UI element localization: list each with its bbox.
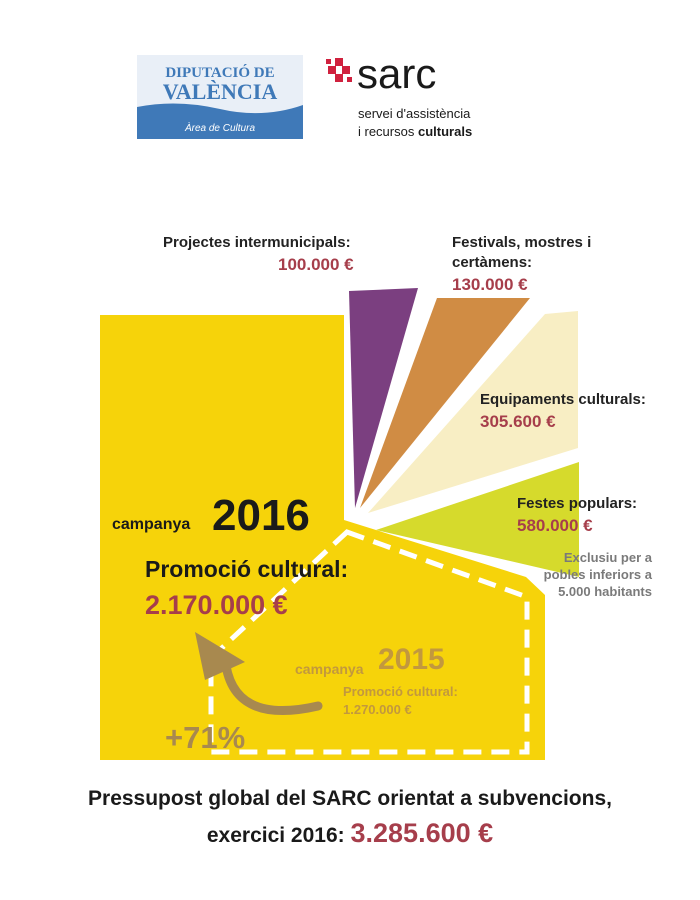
footer-line1: Pressupost global del SARC orientat a subvencions, [88, 787, 612, 810]
label-promocio: Promoció cultural: [145, 556, 349, 582]
campaign-2015-value: 1.270.000 € [343, 702, 412, 717]
diputacio-line1: DIPUTACIÓ DE [165, 65, 275, 81]
footer-line2-prefix: exercici 2016: [206, 824, 345, 847]
note-line3: 5.000 habitants [558, 584, 652, 599]
campaign-2015-prefix: campanya [295, 661, 364, 677]
campaign-2016-year: 2016 [212, 491, 310, 540]
note-line1: Exclusiu per a [563, 550, 652, 565]
diputacio-sub: Àrea de Cultura [184, 123, 256, 134]
value-festes: 580.000 € [517, 516, 593, 535]
label-equipaments: Equipaments culturals: [480, 391, 646, 408]
value-festivals: 130.000 € [452, 275, 528, 294]
campaign-2015-year: 2015 [378, 643, 445, 676]
footer-line2 [0, 818, 700, 849]
campaign-2016-prefix: campanya [112, 516, 191, 533]
sarc-line2-bold: culturals [417, 124, 473, 139]
value-promocio: 2.170.000 € [145, 590, 288, 620]
growth-percentage: +71% [165, 720, 246, 755]
value-equipaments: 305.600 € [480, 412, 556, 431]
note-festes [544, 549, 652, 600]
sarc-name: sarc [357, 50, 437, 97]
value-projectes: 100.000 € [278, 255, 354, 274]
label-festivals-line2: certàmens: [452, 254, 533, 271]
campaign-2015-label: Promoció cultural: [343, 684, 458, 699]
label-projectes: Projectes intermunicipals: [163, 234, 351, 251]
sarc-line1: servei d'assistència [358, 106, 471, 121]
label-festes: Festes populars: [517, 495, 638, 512]
sarc-line2-prefix: i recursos [358, 124, 415, 139]
label-festivals-line1: Festivals, mostres i [452, 234, 592, 251]
diputacio-line2: VALÈNCIA [162, 79, 278, 104]
note-line2: pobles inferiors a [543, 567, 652, 582]
footer-total-value: 3.285.600 € [350, 818, 494, 848]
